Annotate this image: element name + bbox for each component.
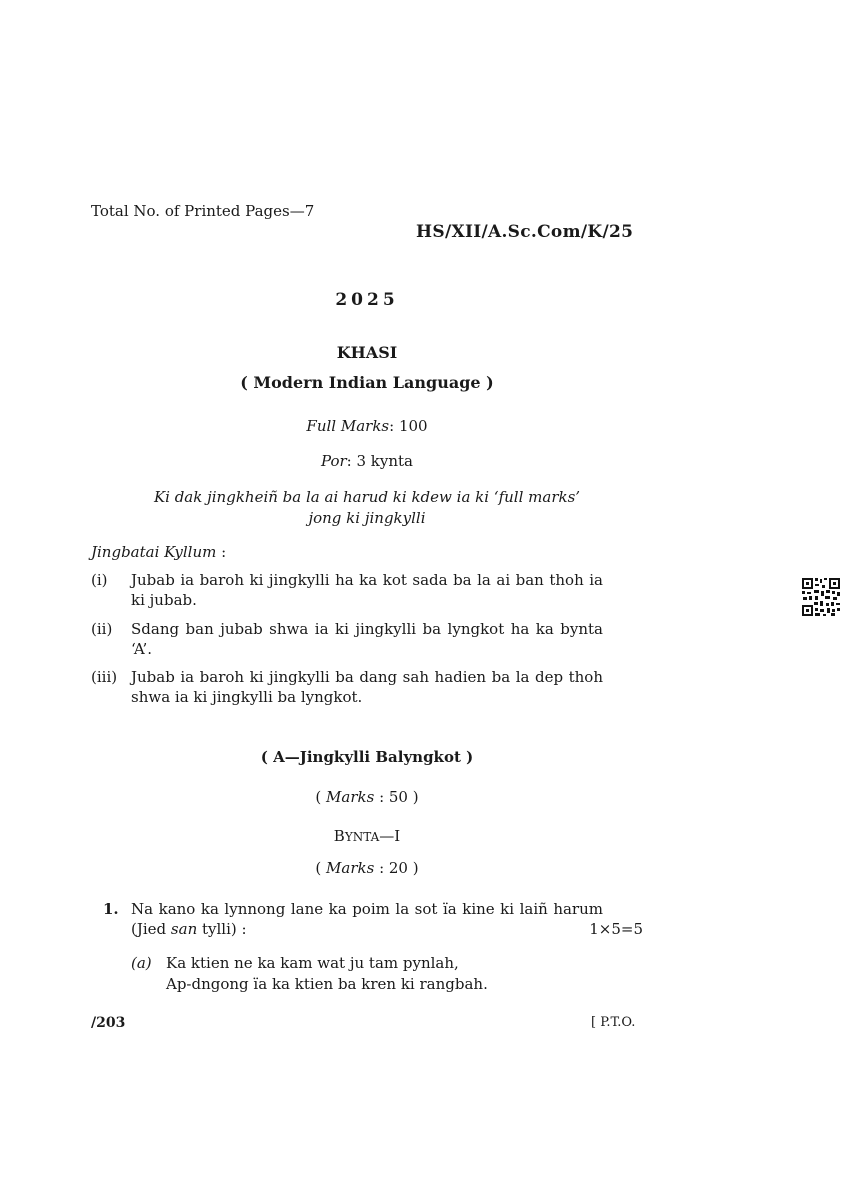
time-value: : 3 kynta (346, 452, 413, 470)
poem-line-2: Ap-dngong ïa ka ktien ba kren ki rangbah. (166, 975, 488, 993)
sub-question-label: (a) (131, 954, 152, 972)
question-text (131, 899, 603, 939)
full-marks (91, 417, 643, 435)
instructions-title-colon: : (216, 543, 227, 561)
marks-note-line-2: jong ki jingkylli (308, 509, 426, 527)
exam-year: 2025 (335, 290, 399, 310)
instruction-number: (ii) (91, 620, 113, 638)
time-label: Por (320, 452, 347, 470)
instruction-text: Sdang ban jubab shwa ia ki jingkylli ba lyngkot ha ka bynta ‘A’. (131, 620, 603, 658)
instruction-item (91, 667, 603, 707)
part-marks-label: Marks (326, 859, 375, 877)
section-marks-open: ( (315, 788, 327, 806)
instruction-text: Jubab ia baroh ki jingkylli ba dang sah hadien ba la dep thoh shwa ia ki jingkylli ba lyngkot. (131, 668, 603, 706)
section-marks-label: Marks (326, 788, 375, 806)
qr-code-icon (801, 577, 841, 617)
part-heading (91, 827, 643, 845)
part-marks-open: ( (315, 859, 327, 877)
printed-pages: Total No. of Printed Pages—7 (91, 202, 315, 220)
marks-note-line-1: Ki dak jingkheiñ ba la ai harud ki kdew ia ki ‘full marks’ (153, 488, 581, 506)
full-marks-value: : 100 (389, 417, 428, 435)
question-text-part-2: tylli) : (197, 920, 247, 938)
marks-note (91, 487, 643, 529)
time-allowed (91, 452, 643, 470)
question-text-part-1: Na kano ka lynnong lane ka poim la sot ïa kine ki laiñ harum (Jied (131, 900, 603, 938)
footer-pto: [ P.T.O. (591, 1015, 636, 1030)
poem-line-1: Ka ktien ne ka kam wat ju tam pynlah, (166, 954, 459, 972)
section-marks-value: : 50 ) (374, 788, 419, 806)
section-heading: ( A—Jingkylli Balyngkot ) (260, 748, 474, 766)
instructions-title (91, 543, 226, 561)
question-text-italic: san (170, 920, 198, 938)
instruction-number: (i) (91, 571, 108, 589)
instruction-number: (iii) (91, 668, 118, 686)
question-number: 1. (103, 900, 119, 918)
section-marks (91, 788, 643, 806)
instructions-title-text: Jingbatai Kyllum (91, 543, 217, 561)
part-heading-suffix: —I (379, 827, 401, 845)
question-marks: 1×5=5 (589, 920, 643, 938)
full-marks-label: Full Marks (306, 417, 390, 435)
sub-question-a (131, 953, 488, 995)
footer-code: /203 (91, 1015, 126, 1031)
instruction-text: Jubab ia baroh ki jingkylli ha ka kot sada ba la ai ban thoh ia ki jubab. (131, 571, 603, 609)
part-heading-initial: B (333, 827, 345, 845)
language-subtitle: ( Modern Indian Language ) (240, 373, 494, 392)
instruction-item (91, 570, 603, 610)
part-marks-value: : 20 ) (374, 859, 419, 877)
question-1 (103, 899, 643, 939)
part-marks (91, 859, 643, 877)
instruction-item (91, 619, 603, 659)
part-heading-smallcaps: YNTA (344, 830, 380, 844)
subject-title: KHASI (336, 343, 398, 362)
paper-code: HS/XII/A.Sc.Com/K/25 (416, 222, 634, 242)
